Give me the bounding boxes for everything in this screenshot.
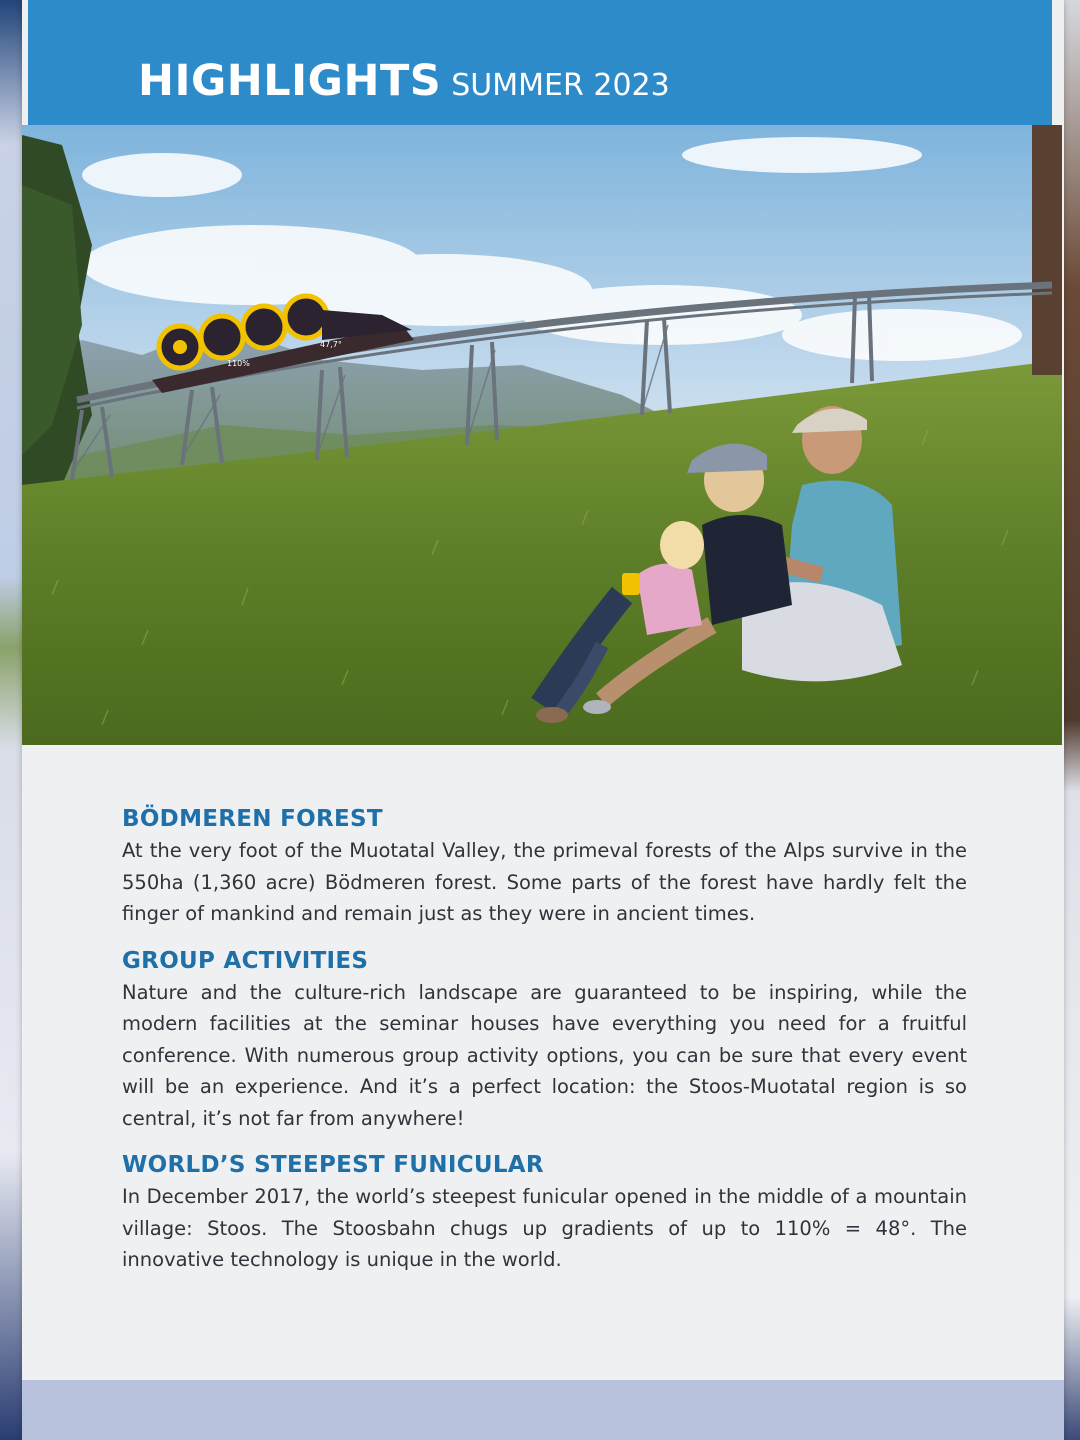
- title-highlights: HIGHLIGHTS: [138, 56, 442, 106]
- funicular-family-illustration: [22, 125, 1062, 745]
- train-label-angle: 47,7°: [320, 340, 342, 349]
- section-group-activities: [122, 948, 967, 1135]
- brochure-page: [22, 0, 1064, 1440]
- text-content: [122, 806, 967, 1294]
- section-body: In December 2017, the world’s steepest funicular opened in the middle of a mountain village: Stoos. The Stoosbahn chugs up gradients of up to 110% = 48°. The innovative technology is unique in the world.: [122, 1185, 967, 1271]
- child-jacket: [637, 564, 702, 635]
- section-heading: BÖDMEREN FOREST: [122, 806, 383, 832]
- title-season: SUMMER 2023: [451, 68, 670, 103]
- section-steepest-funicular: [122, 1152, 967, 1276]
- hero-photo: [22, 125, 1062, 745]
- toy: [622, 573, 640, 595]
- section-bodmeren-forest: [122, 806, 967, 930]
- section-body: Nature and the culture-rich landscape are guaranteed to be inspiring, while the modern facilities at the seminar houses have everything you need for a fruitful conference. With numerous group activity options, you can be sure that every event will be an experience. And it’s a perfect location: the Stoos-Muotatal region is so central, it’s not far from anywhere!: [122, 980, 967, 1130]
- section-body: At the very foot of the Muotatal Valley, the primeval forests of the Alps survive in the 550ha (1,360 acre) Bödmeren forest. Some parts of the forest have hardly felt the finger of mankind and remain just as they were in ancient times.: [122, 839, 967, 925]
- bottom-band: [22, 1380, 1064, 1440]
- child-hair: [660, 521, 704, 569]
- section-heading: WORLD’S STEEPEST FUNICULAR: [122, 1152, 544, 1178]
- header-band: [28, 0, 1052, 138]
- page-title: [138, 56, 670, 106]
- section-heading: GROUP ACTIVITIES: [122, 947, 369, 974]
- chalet-wall: [1032, 125, 1062, 375]
- train-label-gradient: 110%: [227, 359, 250, 368]
